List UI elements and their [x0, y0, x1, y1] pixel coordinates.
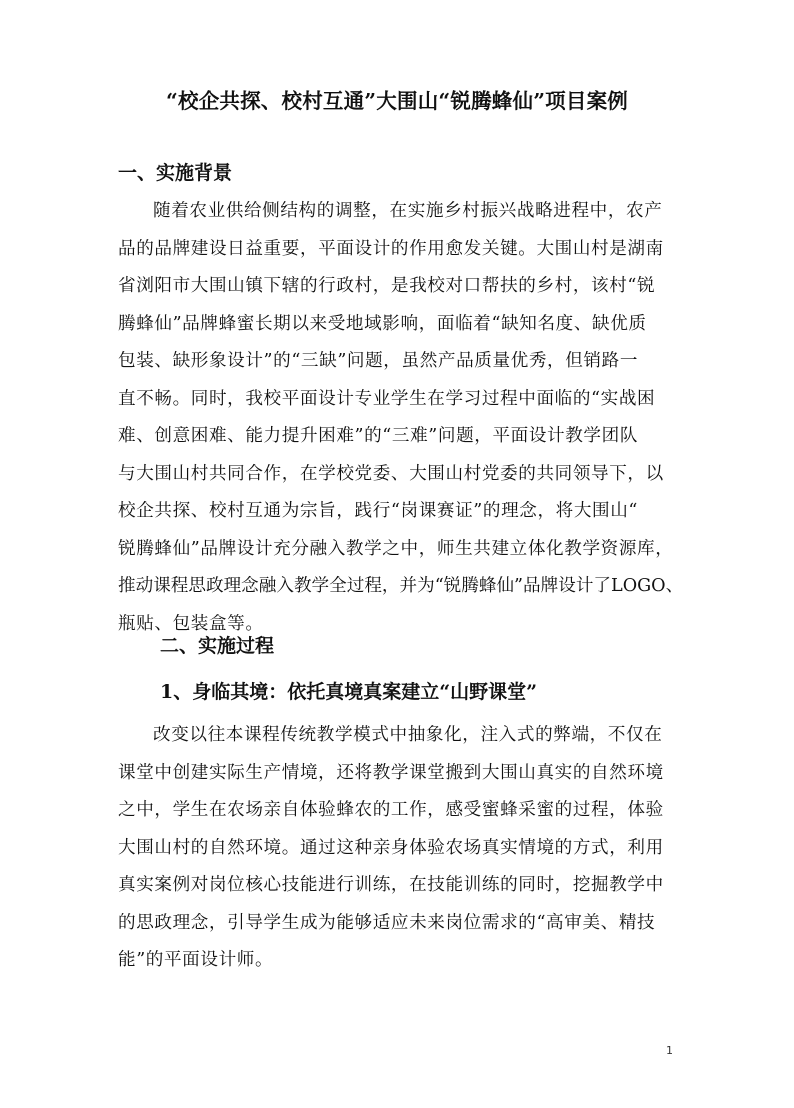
paragraph-process [118, 717, 683, 980]
paragraph-line: 腾蜂仙”品牌蜂蜜长期以来受地域影响，面临着“缺知名度、缺优质 [118, 313, 647, 334]
paragraph-line: 之中，学生在农场亲自体验蜂农的工作，感受蜜蜂采蜜的过程，体验 [118, 800, 664, 820]
paragraph-line: 与大围山村共同合作，在学校党委、大围山村党委的共同领导下，以 [118, 463, 664, 484]
paragraph-line: 校企共探、校村互通为宗旨，践行“岗课赛证”的理念，将大围山“ [118, 501, 639, 521]
section-heading-background: 一、实施背景 [118, 162, 233, 184]
paragraph-line: 包装、缺形象设计”的“三缺”问题，虽然产品质量优秀，但销路一 [118, 351, 639, 371]
paragraph-line: 改变以往本课程传统教学模式中抽象化，注入式的弊端，不仅在 [153, 725, 663, 745]
paragraph-line: 课堂中创建实际生产情境，还将教学课堂搬到大围山真实的自然环境 [118, 762, 664, 783]
paragraph-line: 瓶贴、包装盒等。 [118, 613, 264, 634]
document-title: “校企共探、校村互通”大围山“锐腾蜂仙”项目案例 [166, 89, 628, 113]
paragraph-line: 能”的平面设计师。 [118, 950, 274, 970]
paragraph-line: 锐腾蜂仙”品牌设计充分融入教学之中，师生共建立体化教学资源库， [118, 538, 674, 559]
subsection-heading: 1、身临其境：依托真境真案建立“山野课堂” [160, 681, 538, 703]
paragraph-line: 省浏阳市大围山镇下辖的行政村，是我校对口帮扶的乡村，该村“锐 [118, 276, 656, 296]
paragraph-line: 品的品牌建设日益重要，平面设计的作用愈发关键。大围山村是湖南 [118, 238, 664, 259]
paragraph-background [118, 193, 683, 643]
paragraph-line: 真实案例对岗位核心技能进行训练，在技能训练的同时，挖掘教学中 [118, 875, 664, 895]
paragraph-line: 直不畅。同时，我校平面设计专业学生在学习过程中面临的“实战困 [118, 388, 656, 409]
paragraph-line: 大围山村的自然环境。通过这种亲身体验农场真实情境的方式，利用 [118, 837, 664, 858]
section-heading-process: 二、实施过程 [160, 635, 275, 657]
paragraph-line: 推动课程思政理念融入教学全过程，并为“锐腾蜂仙”品牌设计了LOGO、 [118, 576, 684, 596]
paragraph-line: 随着农业供给侧结构的调整，在实施乡村振兴战略进程中，农产 [153, 201, 663, 221]
page-number: 1 [666, 1044, 673, 1057]
paragraph-line: 的思政理念，引导学生成为能够适应未来岗位需求的“高审美、精技 [118, 912, 656, 933]
paragraph-line: 难、创意困难、能力提升困难”的“三难”问题，平面设计教学团队 [118, 426, 639, 446]
